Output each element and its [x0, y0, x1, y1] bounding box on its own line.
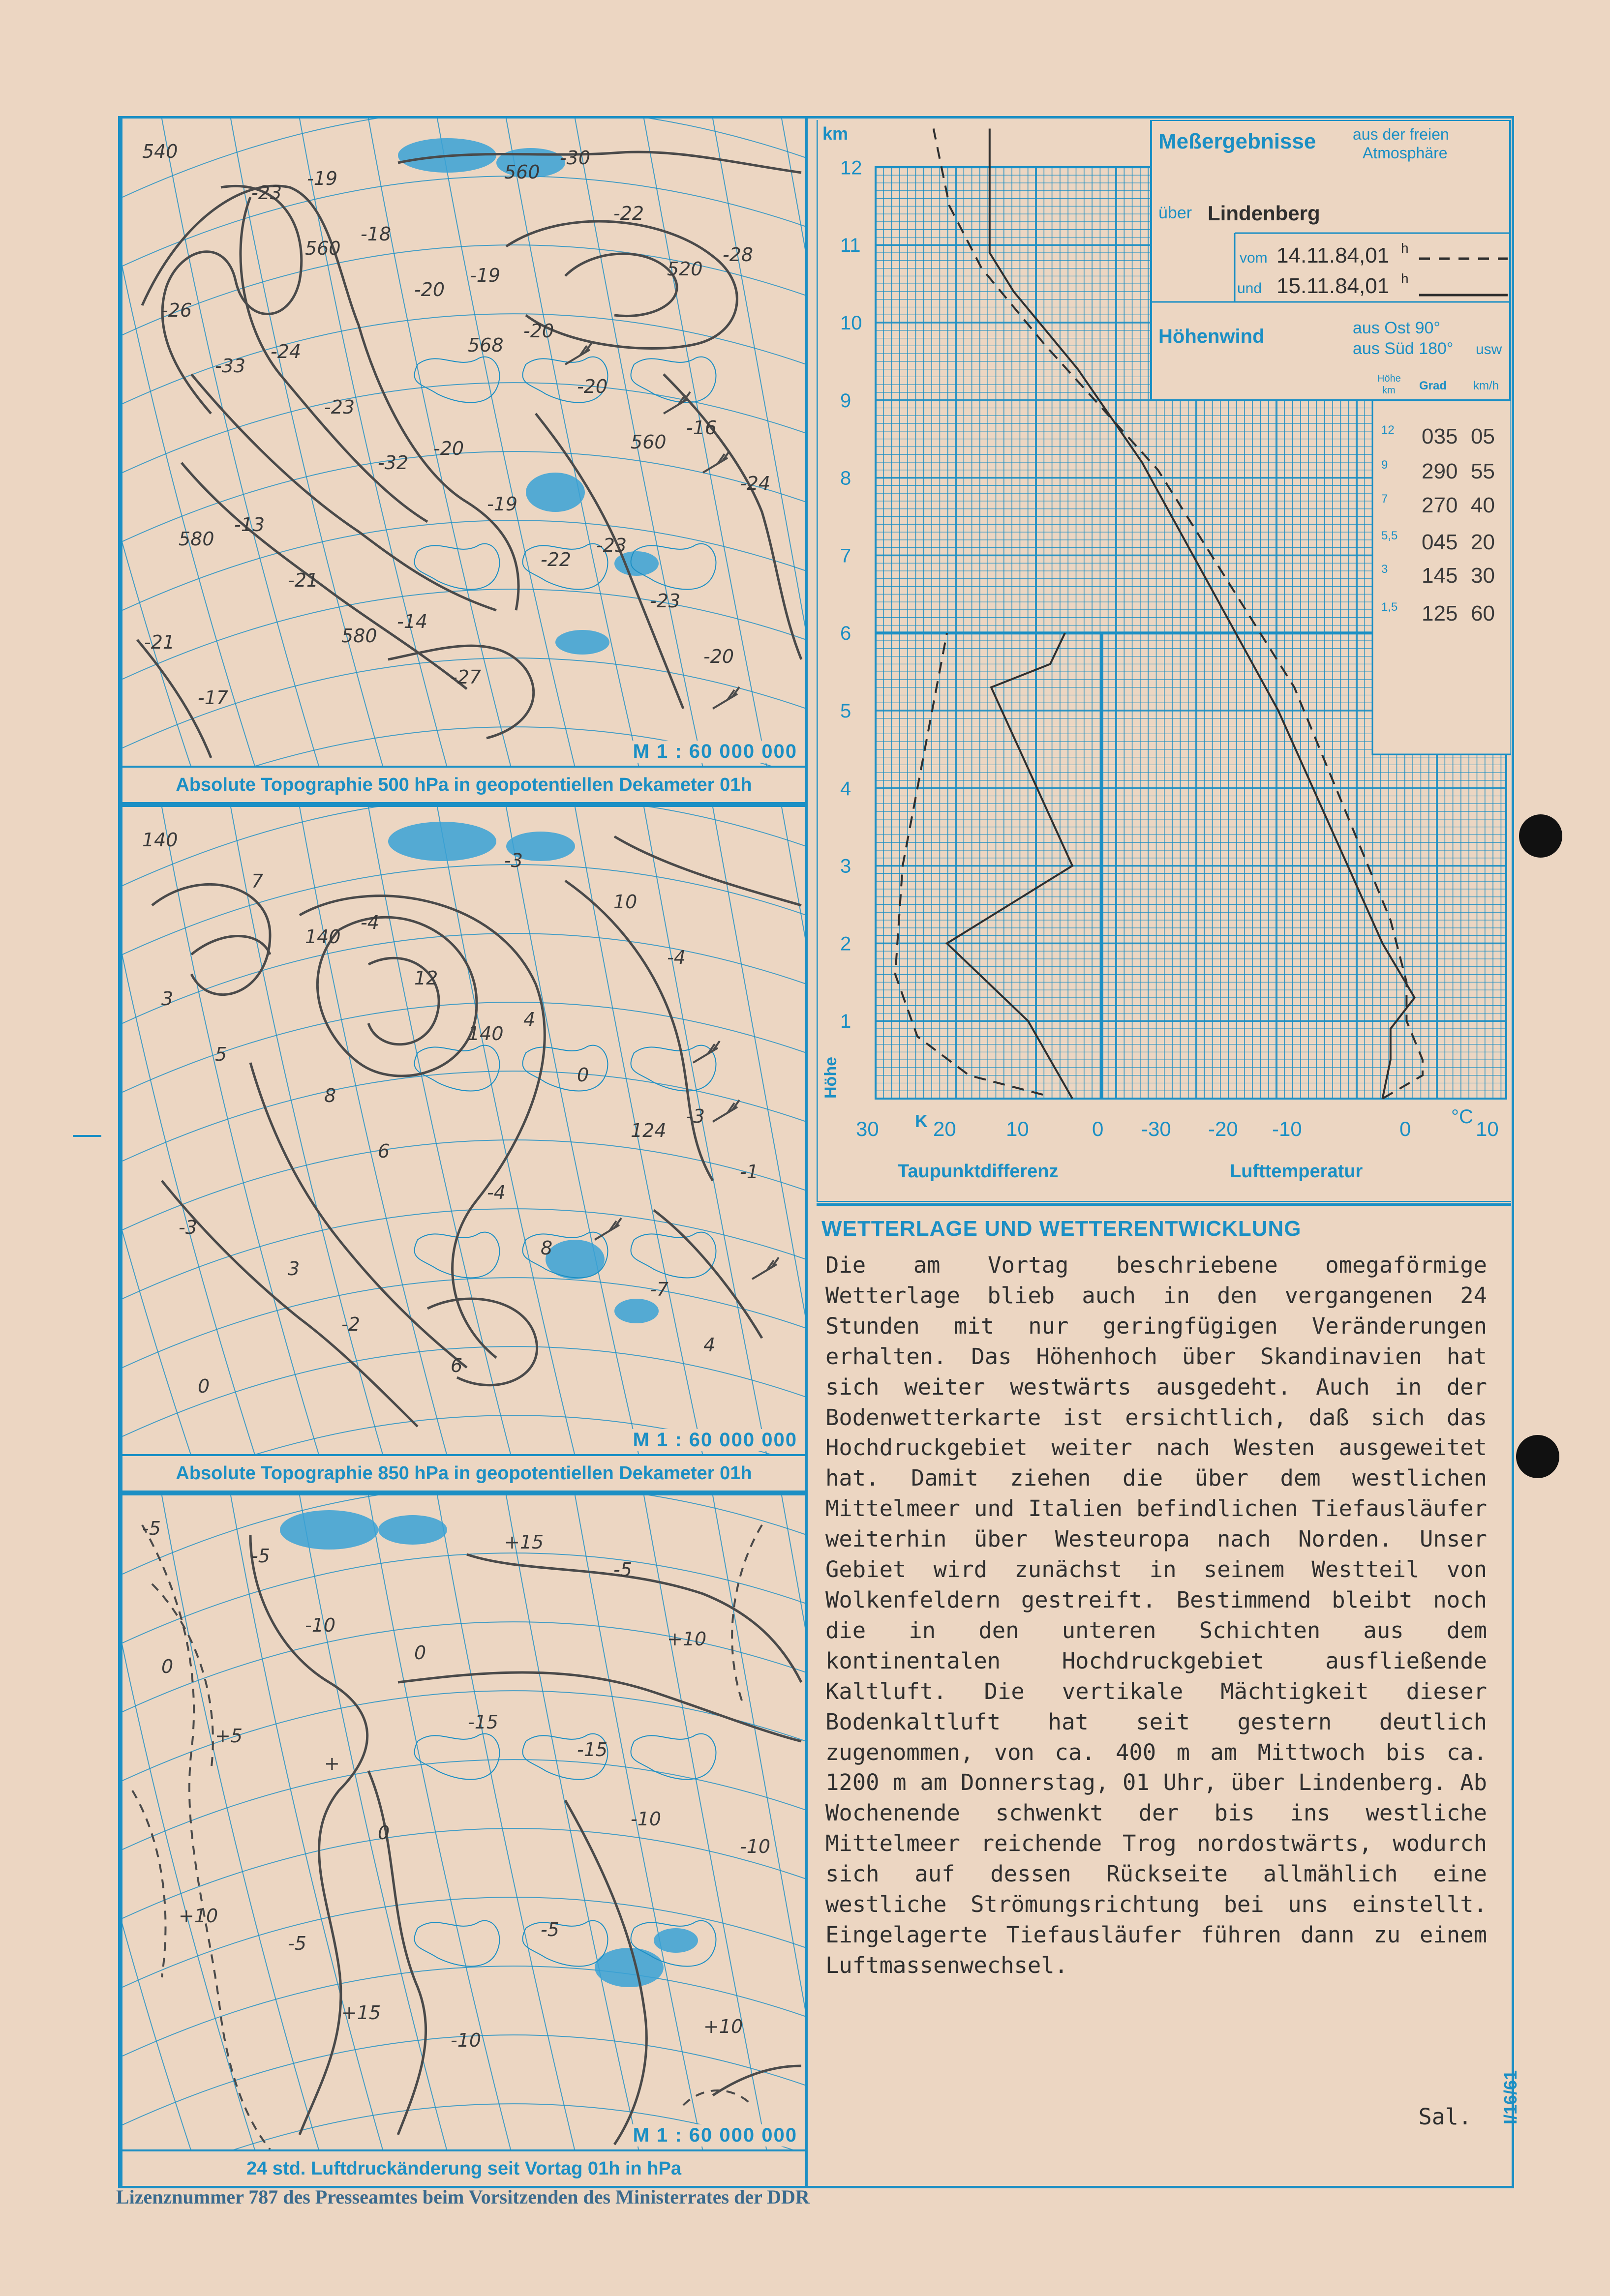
- chart-km-label: km: [822, 123, 849, 144]
- map-label: -32: [378, 452, 409, 474]
- map-label: 0: [414, 1642, 426, 1664]
- map-label: -23: [596, 535, 627, 556]
- map-sea-area: [555, 630, 609, 655]
- chart-wind-title: Höhenwind: [1158, 326, 1265, 347]
- map-parallel: [122, 865, 806, 954]
- map-contour: [614, 836, 801, 905]
- map-label: 140: [468, 1023, 504, 1044]
- chart-wind-south: aus Süd 180°: [1353, 339, 1454, 358]
- map-coastline: [631, 1232, 716, 1278]
- map-meridian: [713, 119, 806, 768]
- map-meridian: [122, 119, 191, 768]
- map-label: +10: [179, 1905, 218, 1927]
- map-850hpa-scale: M 1 : 60 000 000: [630, 1429, 800, 1451]
- map-label: -19: [307, 168, 338, 189]
- map-label: 10: [613, 891, 638, 913]
- map-label: -21: [288, 569, 319, 591]
- chart-title: Meßergebnisse: [1158, 129, 1316, 153]
- map-sea-area: [280, 1510, 378, 1550]
- map-850hpa: [120, 805, 808, 1493]
- map-coastline: [415, 1045, 500, 1091]
- map-contour: [565, 254, 677, 316]
- wind-row-speed: 20: [1471, 530, 1495, 554]
- map-parallel: [122, 451, 806, 541]
- map-label: -15: [468, 1711, 499, 1733]
- map-wind-barb: [565, 343, 592, 364]
- wind-row-degree: 290: [1422, 459, 1458, 483]
- chart-and-label: und: [1237, 280, 1262, 297]
- map-coastline: [415, 1734, 500, 1780]
- map-meridian: [162, 1495, 319, 2151]
- map-500hpa-drawing: [122, 119, 806, 768]
- map-label: -20: [433, 438, 464, 459]
- map-label: 568: [468, 334, 504, 356]
- wind-row-degree: 125: [1422, 601, 1458, 626]
- map-label: -15: [577, 1739, 608, 1760]
- map-meridian: [713, 807, 806, 1456]
- wind-row-height: 9: [1381, 458, 1388, 472]
- map-label: 8: [541, 1237, 553, 1259]
- map-label: -3: [686, 1105, 705, 1127]
- chart-height-tick: 4: [840, 777, 851, 800]
- map-label: -24: [740, 473, 771, 494]
- map-label: -18: [361, 223, 392, 245]
- map-pressure-change-caption: 24 std. Luftdruckänderung seit Vortag 01h in hPa: [122, 2149, 805, 2186]
- map-label: -4: [667, 947, 686, 968]
- map-label: +10: [667, 1628, 707, 1650]
- chart-temp-axis-label: Lufttemperatur: [1230, 1161, 1363, 1182]
- chart-k-label: K: [915, 1111, 928, 1131]
- map-parallel: [122, 1759, 806, 1849]
- map-label: -10: [305, 1614, 336, 1636]
- map-pressure-change-drawing: [122, 1495, 806, 2151]
- license-footer: Lizenznummer 787 des Presseamtes beim Vorsitzenden des Ministerrates der DDR: [116, 2186, 810, 2208]
- map-sea-area: [614, 1299, 659, 1323]
- map-label: 8: [324, 1085, 336, 1106]
- map-label: -14: [397, 611, 428, 632]
- map-label: 540: [142, 141, 178, 162]
- map-label: -21: [144, 631, 175, 653]
- map-contour-dashed: [732, 1525, 762, 1702]
- chart-wind-usw: usw: [1476, 341, 1502, 358]
- map-coastline: [631, 1045, 716, 1091]
- map-label: -19: [470, 265, 501, 286]
- map-label: 140: [305, 926, 341, 948]
- chart-date-1-hour: h: [1401, 240, 1409, 256]
- map-label: -30: [560, 147, 591, 169]
- wind-row-speed: 30: [1471, 564, 1495, 588]
- map-meridian: [437, 1495, 575, 2151]
- dew-point-series-line: [895, 633, 1043, 1095]
- chart-over-label: über: [1158, 204, 1192, 222]
- map-label: -2: [341, 1313, 360, 1335]
- chart-date-2: 15.11.84,01: [1276, 274, 1390, 298]
- side-code: I/16/61: [1500, 2070, 1520, 2124]
- map-label: +: [324, 1753, 340, 1774]
- map-contour-dashed: [132, 1790, 166, 1977]
- map-label: 560: [305, 238, 341, 259]
- weather-text-title: WETTERLAGE UND WETTERENTWICKLUNG: [821, 1217, 1302, 1241]
- map-label: -22: [613, 203, 644, 224]
- map-coastline: [415, 357, 500, 403]
- map-label: 3: [288, 1258, 300, 1280]
- map-label: -20: [414, 279, 445, 300]
- punch-hole-top: [1519, 814, 1562, 858]
- map-meridian: [782, 1495, 806, 2151]
- map-wind-barb: [703, 451, 729, 473]
- map-sea-area: [388, 822, 496, 861]
- map-coastline: [631, 1734, 716, 1780]
- map-label: -20: [703, 646, 734, 667]
- map-label: -10: [740, 1836, 771, 1857]
- chart-height-tick: 2: [840, 933, 851, 955]
- map-label: -10: [451, 2029, 482, 2051]
- map-label: -26: [161, 299, 192, 321]
- map-label: 12: [414, 967, 438, 989]
- map-label: 560: [504, 161, 540, 183]
- map-parallel: [122, 1828, 806, 1918]
- author-signature: Sal.: [1418, 2104, 1472, 2130]
- map-label: 0: [577, 1064, 589, 1086]
- map-meridian: [231, 1495, 383, 2151]
- map-label: -23: [324, 396, 355, 418]
- dew-tick-label: 30: [856, 1117, 879, 1140]
- wind-row-degree: 145: [1422, 564, 1458, 588]
- map-label: 520: [667, 258, 703, 280]
- map-label: -24: [271, 341, 302, 362]
- map-500hpa: [120, 116, 808, 805]
- map-coastline: [523, 1045, 608, 1091]
- map-label: 3: [161, 988, 174, 1010]
- map-coastline: [631, 357, 716, 403]
- map-coastline: [415, 544, 500, 590]
- punch-hole-bottom: [1516, 1435, 1559, 1478]
- map-label: +10: [703, 2016, 743, 2037]
- chart-height-tick: 8: [840, 467, 851, 489]
- map-label: -5: [613, 1559, 632, 1580]
- map-label: -22: [541, 549, 572, 570]
- chart-wind-east: aus Ost 90°: [1353, 319, 1441, 337]
- map-meridian: [368, 1495, 511, 2151]
- map-label: 5: [215, 1044, 227, 1065]
- map-label: -20: [577, 376, 608, 397]
- map-label: 124: [631, 1120, 667, 1141]
- map-label: -33: [215, 355, 246, 377]
- map-contour: [398, 1672, 801, 1741]
- chart-date-1: 14.11.84,01: [1276, 243, 1390, 268]
- map-pressure-change-scale: M 1 : 60 000 000: [630, 2124, 800, 2147]
- map-contour: [664, 374, 801, 659]
- map-meridian: [782, 119, 806, 768]
- chart-dew-axis-label: Taupunktdifferenz: [898, 1161, 1059, 1182]
- chart-col-degree: Grad: [1419, 379, 1447, 392]
- wind-row-speed: 40: [1471, 493, 1495, 517]
- map-meridian: [506, 1495, 639, 2151]
- map-contour: [654, 1210, 762, 1338]
- map-parallel: [122, 176, 806, 266]
- chart-height-tick: 9: [840, 389, 851, 412]
- map-label: +15: [341, 2002, 381, 2024]
- map-meridian: [162, 119, 319, 768]
- map-parallel: [122, 933, 806, 1023]
- temp-tick-label: -30: [1141, 1117, 1171, 1140]
- chart-degc: °C: [1451, 1106, 1473, 1128]
- map-wind-barb: [595, 1218, 621, 1240]
- map-label: -5: [541, 1919, 559, 1940]
- map-label: -3: [504, 850, 523, 871]
- map-label: +15: [504, 1531, 544, 1553]
- map-sea-area: [654, 1928, 698, 1953]
- map-label: 7: [251, 870, 264, 892]
- map-coastline: [523, 1921, 608, 1967]
- map-parallel: [122, 1495, 806, 1574]
- wind-row-height: 1,5: [1381, 600, 1398, 614]
- map-parallel: [122, 1897, 806, 1987]
- temp-tick-label: -10: [1272, 1117, 1302, 1140]
- map-label: -7: [650, 1279, 668, 1300]
- chart-height-tick: 11: [840, 235, 861, 257]
- map-label: 580: [341, 625, 377, 647]
- map-label: -17: [198, 687, 229, 709]
- map-sea-area: [595, 1948, 664, 1987]
- wind-row-degree: 045: [1422, 530, 1458, 554]
- chart-height-label: Höhe: [821, 1057, 840, 1099]
- chart-col-height-2: km: [1382, 385, 1396, 396]
- map-contour: [368, 1771, 426, 2135]
- dew-tick-label: 10: [1006, 1117, 1029, 1140]
- map-label: -10: [631, 1808, 662, 1830]
- map-graticule: [122, 807, 806, 1456]
- dew-tick-label: 0: [1092, 1117, 1104, 1140]
- map-parallel: [122, 1346, 806, 1436]
- map-label: 4: [703, 1334, 716, 1356]
- map-wind-barb: [752, 1257, 779, 1279]
- wind-row-height: 3: [1381, 563, 1388, 576]
- temp-tick-label: 10: [1476, 1117, 1499, 1140]
- wind-row-speed: 55: [1471, 459, 1495, 483]
- map-sea-area: [526, 473, 585, 512]
- map-wind-barb: [713, 687, 739, 709]
- map-label: 6: [451, 1355, 463, 1376]
- map-meridian: [122, 807, 191, 1456]
- map-meridian: [122, 1495, 255, 2151]
- margin-mark: [73, 1135, 101, 1137]
- map-850hpa-drawing: [122, 807, 806, 1456]
- chart-height-tick: 6: [840, 623, 851, 645]
- map-parallel: [122, 1209, 806, 1299]
- map-contour: [300, 896, 545, 1358]
- chart-col-speed: km/h: [1473, 379, 1499, 392]
- map-label: -5: [142, 1518, 161, 1539]
- wind-row-height: 7: [1381, 492, 1388, 506]
- chart-height-tick: 10: [840, 312, 862, 334]
- temp-tick-label: 0: [1399, 1117, 1411, 1140]
- map-meridian: [122, 1495, 191, 2151]
- map-label: -19: [487, 493, 518, 515]
- wind-row-degree: 035: [1422, 424, 1458, 448]
- weather-text-section: [817, 1203, 1511, 2189]
- map-label: -1: [740, 1161, 759, 1183]
- map-label: 560: [631, 431, 667, 453]
- map-contour: [467, 1554, 801, 1682]
- weather-text-body: Die am Vortag beschriebene omegaförmige Wetterlage blieb auch in den vergangenen 24 Stunden mit nur geringfügigen Veränderungen erhalten. Das Höhenhoch über Skandinavien hat sich weiter westwärts ausgedeht. Auch in der Bodenwetterkarte ist ersichtlich, daß sich das Hochdruckgebiet weiter nach Westen ausgeweitet hat. Damit ziehen die über dem westlichen Mittelmeer und Italien befindlichen Tiefausläufer weiterhin über Westeuropa nach Norden. Unser Gebiet wird zunächst in seinem Westteil von Wolkenfeldern gestreift. Bestimmend bleibt noch die in den unteren Schichten aus dem kontinentalen Hochdruckgebiet ausfließende Kaltluft. Die vertikale Mächtigkeit dieser Bodenkaltluft hat seit gestern deutlich zugenommen, von ca. 400 m am Mittwoch bis ca. 1200 m am Donnerstag, 01 Uhr, über Lindenberg. Ab Wochenende schwenkt der bis ins westliche Mittelmeer reichende Trog nordostwärts, wodurch sich auf dessen Rückseite allmählich eine westliche Strömungsrichtung bei uns einstellt. Eingelagerte Tiefausläufer führen dann zu einem Luftmassenwechsel.: [825, 1252, 1487, 1978]
- map-pressure-change: [120, 1493, 808, 2188]
- map-label: -16: [686, 417, 717, 439]
- map-label: +5: [215, 1725, 243, 1747]
- map-label: -3: [179, 1217, 197, 1238]
- chart-height-tick: 7: [840, 545, 851, 567]
- map-parallel: [122, 1140, 806, 1230]
- chart-station: Lindenberg: [1208, 202, 1320, 225]
- map-label: -23: [650, 590, 681, 612]
- chart-height-tick: 1: [840, 1011, 851, 1033]
- map-label: -5: [251, 1545, 270, 1567]
- wind-row-degree: 270: [1422, 493, 1458, 517]
- map-label: 6: [378, 1140, 390, 1162]
- dew-tick-label: 20: [933, 1117, 956, 1140]
- map-sea-area: [378, 1515, 447, 1545]
- map-label: 0: [198, 1375, 210, 1397]
- chart-subtitle-1: aus der freien: [1353, 125, 1449, 143]
- map-label: 4: [523, 1009, 536, 1030]
- map-label: -5: [288, 1933, 306, 1954]
- chart-date-2-hour: h: [1401, 271, 1409, 286]
- chart-col-height-1: Höhe: [1377, 373, 1401, 384]
- map-label: -4: [487, 1182, 506, 1203]
- sounding-chart-svg: [817, 120, 1511, 1202]
- map-wind-barb: [713, 1100, 739, 1122]
- map-meridian: [162, 807, 319, 1456]
- map-label: -28: [723, 244, 754, 266]
- map-850hpa-caption: Absolute Topographie 850 hPa in geopotentiellen Dekameter 01h: [122, 1454, 805, 1491]
- chart-height-tick: 5: [840, 700, 851, 722]
- map-label: 0: [161, 1656, 174, 1677]
- chart-height-tick: 12: [840, 157, 862, 179]
- temp-tick-label: -20: [1208, 1117, 1238, 1140]
- map-label: 580: [179, 528, 214, 550]
- map-label: -27: [451, 666, 482, 688]
- map-500hpa-caption: Absolute Topographie 500 hPa in geopotentiellen Dekameter 01h: [122, 766, 805, 802]
- wind-row-height: 12: [1381, 423, 1395, 437]
- map-meridian: [713, 1495, 806, 2151]
- map-label: -4: [361, 912, 379, 933]
- map-label: 140: [142, 829, 178, 851]
- sounding-chart: [817, 120, 1511, 1202]
- chart-subtitle-2: Atmosphäre: [1363, 144, 1448, 162]
- map-label: -20: [523, 320, 554, 342]
- wind-row-speed: 05: [1471, 424, 1495, 448]
- map-label: 0: [378, 1822, 390, 1844]
- map-label: -23: [251, 182, 282, 204]
- wind-row-height: 5,5: [1381, 529, 1398, 542]
- map-500hpa-scale: M 1 : 60 000 000: [630, 741, 800, 763]
- map-contour-dashed: [152, 1584, 213, 1771]
- chart-height-tick: 3: [840, 855, 851, 877]
- map-meridian: [300, 119, 447, 768]
- wind-row-speed: 60: [1471, 601, 1495, 626]
- map-label: -13: [234, 514, 265, 536]
- chart-from-label: vom: [1240, 250, 1268, 266]
